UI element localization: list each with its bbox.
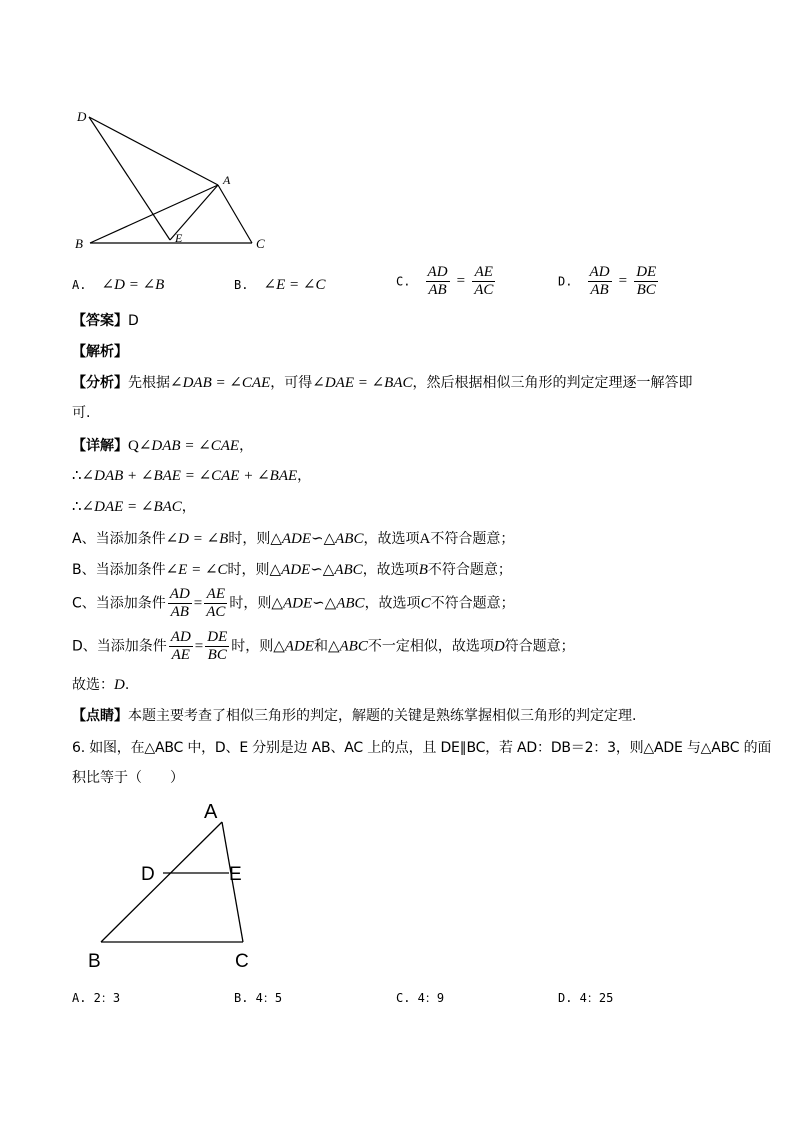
label-e: E <box>229 864 242 885</box>
option-expr: ∠E = ∠C <box>263 277 326 293</box>
q6-option-d[interactable]: D. 4：25 <box>558 991 614 1005</box>
label-c: C <box>235 951 249 972</box>
case-c: C、当添加条件 $\frac{AD}{AB}$ = $\frac{AE}{AC}$ 时，则△ADE∽△ABC，故选项C不符合题意； <box>72 586 515 620</box>
option-letter: B. <box>234 278 249 292</box>
fraction: $\frac{AD}{AE}$ <box>170 629 191 663</box>
answer-tag: 【答案】 <box>72 313 128 329</box>
label-d: D <box>77 109 87 124</box>
answer-line <box>72 312 139 330</box>
q6-option-c[interactable]: C. 4：9 <box>396 991 445 1005</box>
comment-line: 【点睛】本题主要考查了相似三角形的判定，解题的关键是熟练掌握相似三角形的判定定理. <box>72 708 637 724</box>
label-b: B <box>88 951 101 972</box>
option-c[interactable]: C. $\frac{AD}{AB}$ = $\frac{AE}{AC}$ <box>396 264 494 298</box>
because-symbol: Q <box>128 438 139 454</box>
detail-line-1: 【详解】Q∠DAB = ∠CAE， <box>72 438 254 454</box>
fraction: $\frac{AE}{AC}$ <box>474 264 494 298</box>
answer-value: D <box>128 313 139 329</box>
label-a: A <box>204 801 218 823</box>
choice-line: 故选：D. <box>72 677 130 693</box>
option-a[interactable] <box>72 274 164 295</box>
case-b: B、当添加条件∠E = ∠C时，则△ADE∽△ABC，故选项B不符合题意； <box>72 562 512 578</box>
detail-line-3: ∴∠DAE = ∠BAC， <box>72 499 196 515</box>
fraction: $\frac{AD}{AB}$ <box>427 264 448 298</box>
case-d: D、当添加条件 $\frac{AD}{AE}$ = $\frac{DE}{BC}$ 时，则△ADE和△ABC不一定相似，故选项D符合题意； <box>72 629 575 663</box>
q6-option-a[interactable]: A. 2：3 <box>72 991 121 1005</box>
option-letter: C. <box>396 274 411 289</box>
question-6-line-2: 积比等于（ ） <box>72 770 184 786</box>
label-e: E <box>175 231 183 245</box>
label-d: D <box>141 864 155 885</box>
option-d[interactable]: D. $\frac{AD}{AB}$ = $\frac{DE}{BC}$ <box>558 264 657 298</box>
fraction: $\frac{AD}{AB}$ <box>169 586 190 620</box>
option-letter: A. <box>72 278 87 292</box>
detail-line-2: ∴∠DAB + ∠BAE = ∠CAE + ∠BAE， <box>72 468 312 484</box>
label-b: B <box>75 236 83 251</box>
analysis-line-2: 可. <box>72 405 91 421</box>
q6-option-b[interactable]: B. 4：5 <box>234 991 283 1005</box>
analysis-tag: 【解析】 <box>72 344 128 360</box>
option-letter: D. <box>558 274 573 289</box>
option-expr: ∠D = ∠B <box>101 277 165 293</box>
option-b[interactable] <box>234 274 325 295</box>
analysis-line-1: 【分析】先根据∠DAB = ∠CAE，可得∠DAE = ∠BAC，然后根据相似三角形的判定定理逐一解答即 <box>72 375 693 391</box>
question-6-line-1: 6. 如图，在△ABC 中，D、E 分别是边 AB、AC 上的点，且 DE∥BC，若 AD：DB＝2：3，则△ADE 与△ABC 的面 <box>72 740 772 756</box>
fraction: $\frac{DE}{BC}$ <box>636 264 657 298</box>
label-a: A <box>223 173 231 187</box>
triangle-figure-1 <box>60 100 280 260</box>
fraction: $\frac{DE}{BC}$ <box>207 629 228 663</box>
fraction: $\frac{AD}{AB}$ <box>589 264 610 298</box>
fraction: $\frac{AE}{AC}$ <box>206 586 226 620</box>
case-a: A、当添加条件∠D = ∠B时，则△ADE∽△ABC，故选项A不符合题意； <box>72 531 515 547</box>
triangle-figure-2 <box>80 795 280 975</box>
label-c: C <box>256 236 265 251</box>
